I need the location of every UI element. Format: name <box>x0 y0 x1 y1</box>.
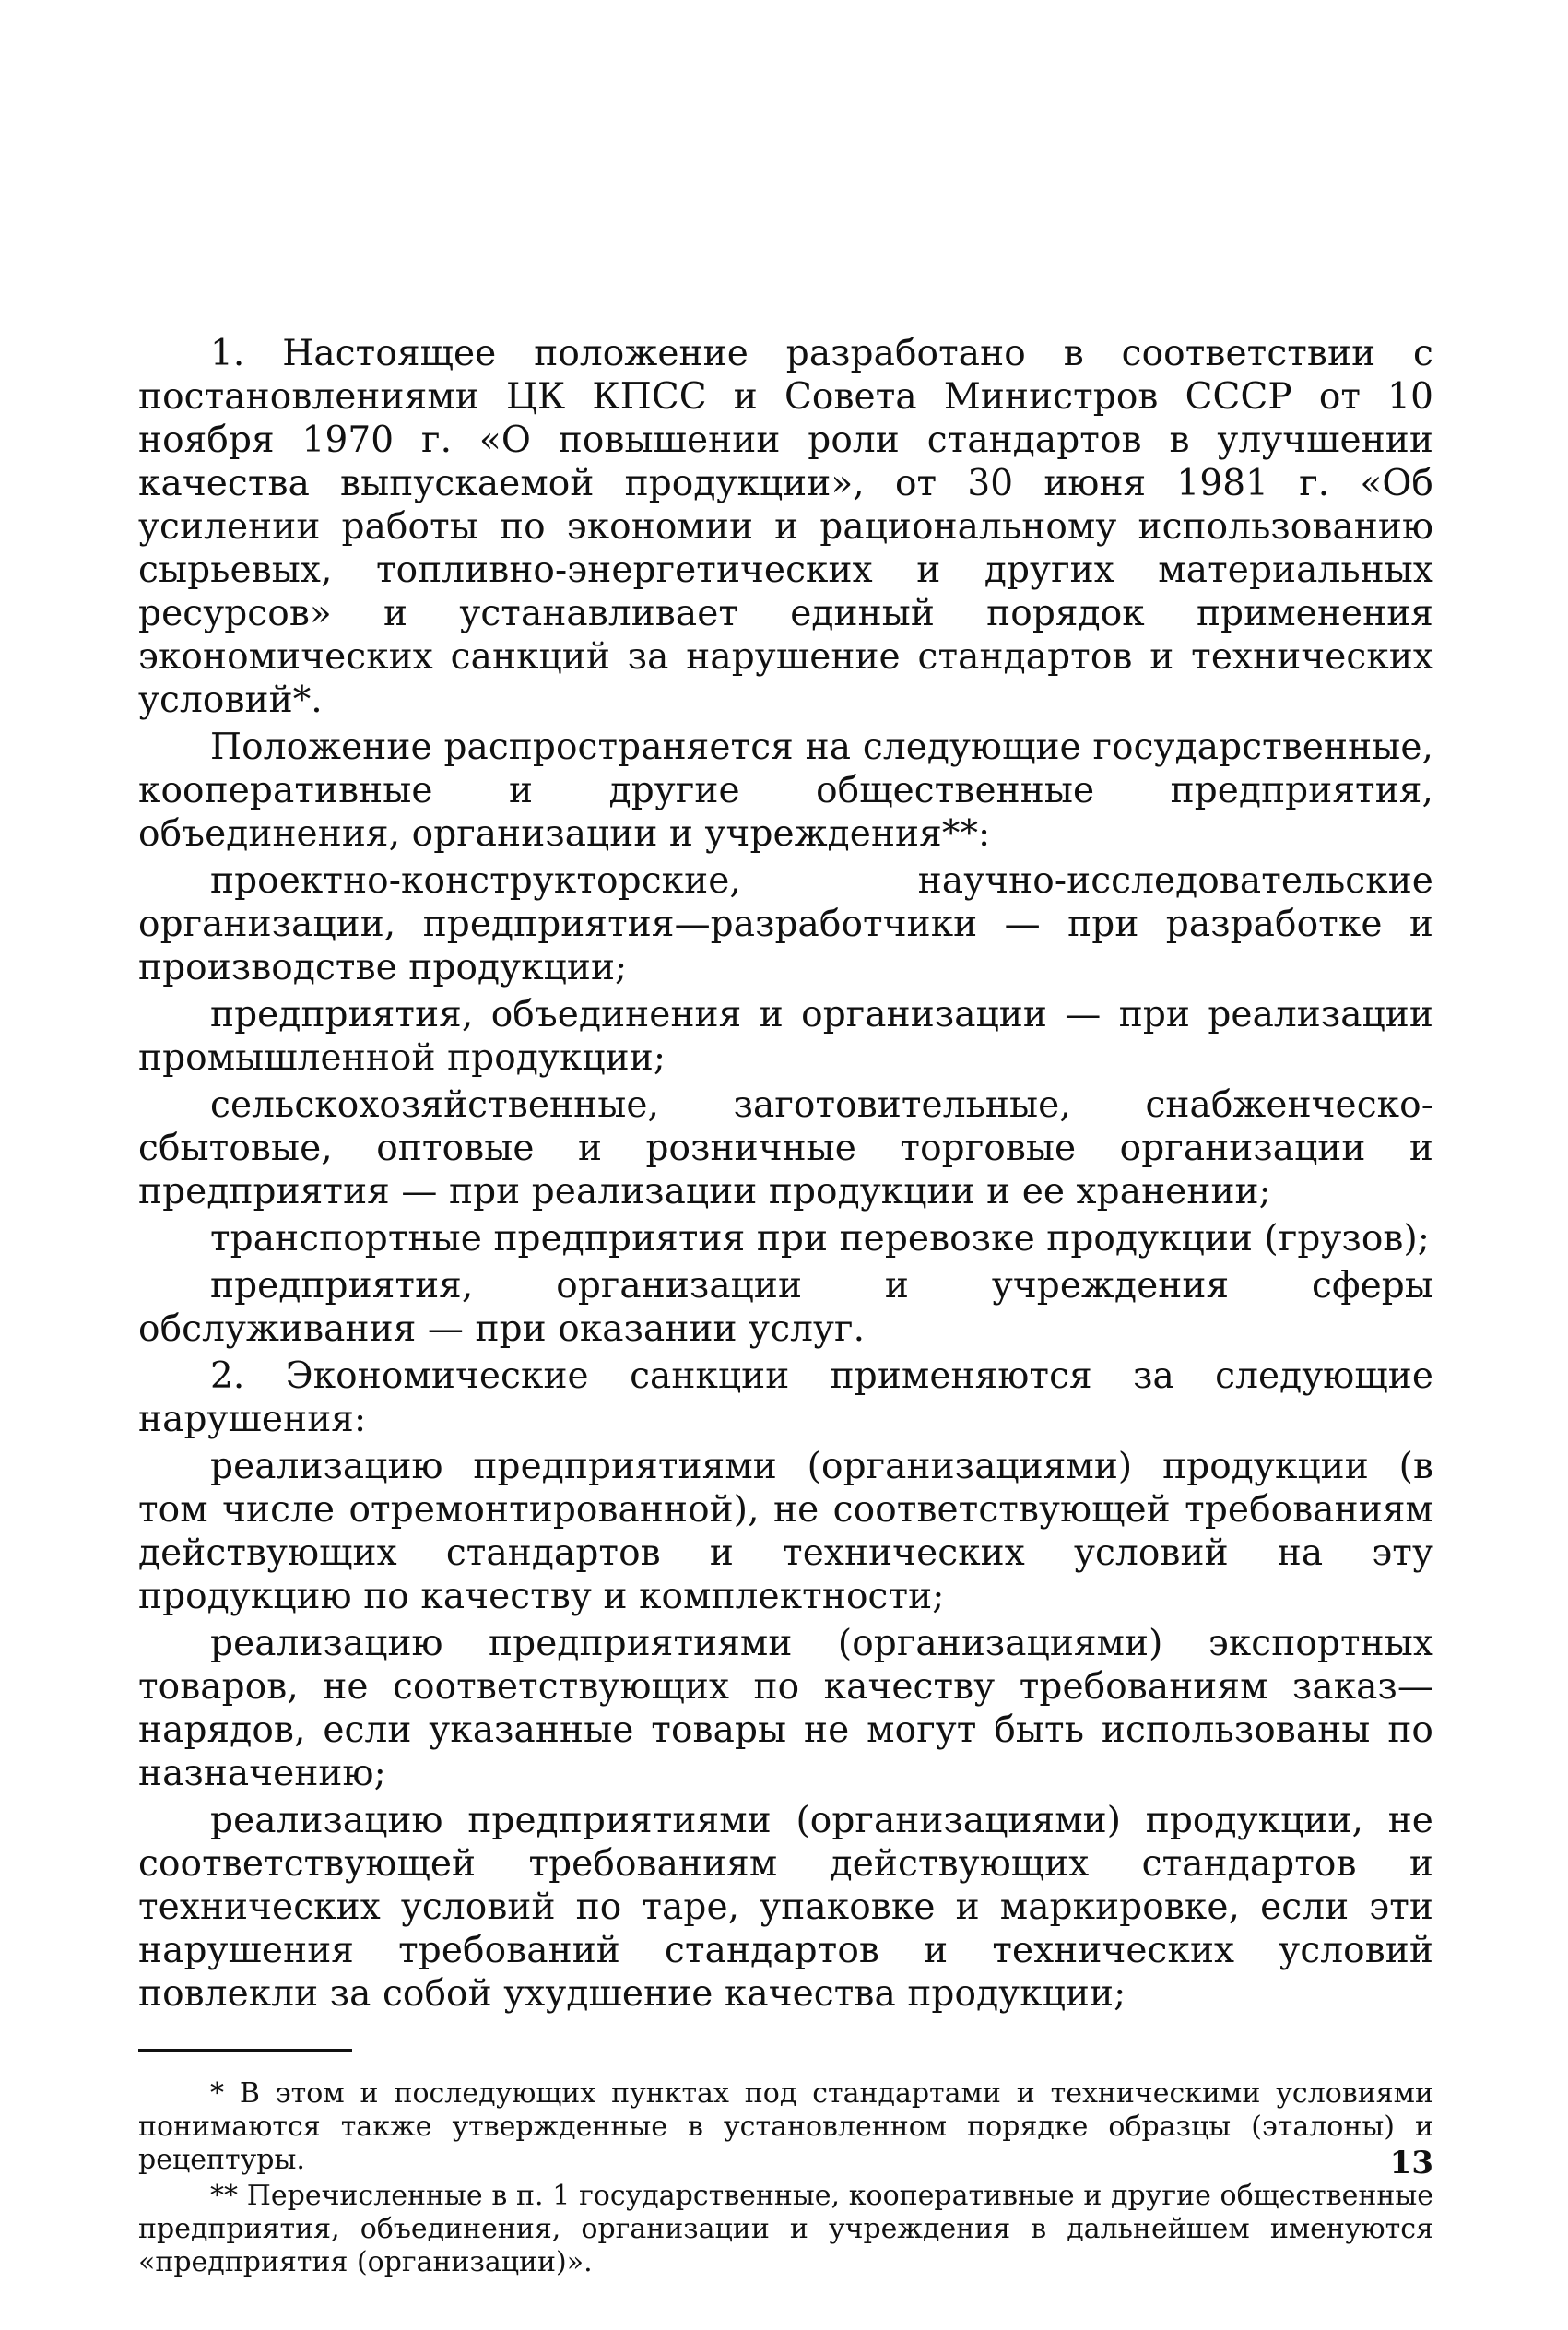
paragraph: реализацию предприятиями (организациями) экспортных товаров, не соответствующих по качеству требованиям заказ—нарядов, если указанные товары не могут быть использованы по назначению; <box>138 1623 1433 1794</box>
paragraph: предприятия, объединения и организации — при реализации промышленной продукции; <box>138 994 1433 1079</box>
paragraph: Положение распространяется на следующие государственные, кооперативные и другие общественные предприятия, объединения, организации и учреждения**: <box>138 727 1433 855</box>
paragraph: проектно-конструкторские, научно-исследовательские организации, предприятия—разработчики — при разработке и производстве продукции; <box>138 860 1433 988</box>
paragraph: 2. Экономические санкции применяются за следующие нарушения: <box>138 1355 1433 1440</box>
paragraph: реализацию предприятиями (организациями) продукции (в том числе отремонтированной), не соответствующей требованиям действующих стандартов и технических условий на эту продукцию по качеству и комплектности; <box>138 1446 1433 1617</box>
footnotes <box>138 2077 1433 2279</box>
footnote: ** Перечисленные в п. 1 государственные, кооперативные и другие общественные предприятия, объединения, организации и учреждения в дальнейшем именуются «предприятия (организации)». <box>138 2180 1433 2278</box>
paragraph: транспортные предприятия при перевозке продукции (грузов); <box>210 1218 1431 1260</box>
paragraph: реализацию предприятиями (организациями) продукции, не соответствующей требованиям действующих стандартов и технических условий по таре, упаковке и маркировке, если эти нарушения требований стандартов и технических условий повлекли за собой ухудшение качества продукции; <box>138 1800 1433 2015</box>
paragraph: сельскохозяйственные, заготовительные, снабженческо-сбытовые, оптовые и розничные торговые организации и предприятия — при реализации продукции и ее хранении; <box>138 1084 1433 1212</box>
paragraph: 1. Настоящее положение разработано в соответствии с постановлениями ЦК КПСС и Совета Министров СССР от 10 ноября 1970 г. «О повышении роли стандартов в улучшении качества выпускаемой продукции», от 30 июня 1981 г. «Об усилении работы по экономии и рациональному использованию сырьевых, топливно-энергетических и других материальных ресурсов» и устанавливает единый порядок применения экономических санкций за нарушение стандартов и технических условий*. <box>138 333 1433 721</box>
paragraph: предприятия, организации и учреждения сферы обслуживания — при оказании услуг. <box>138 1265 1433 1350</box>
page-number: 13 <box>1389 2145 1433 2182</box>
footnote: * В этом и последующих пунктах под стандартами и техническими условиями понимаются также утвержденные в установленном порядке образцы (эталоны) и рецептуры. <box>138 2077 1433 2176</box>
document-page <box>138 332 1433 2279</box>
main-text <box>138 332 1433 2016</box>
footnote-divider <box>138 2049 352 2052</box>
